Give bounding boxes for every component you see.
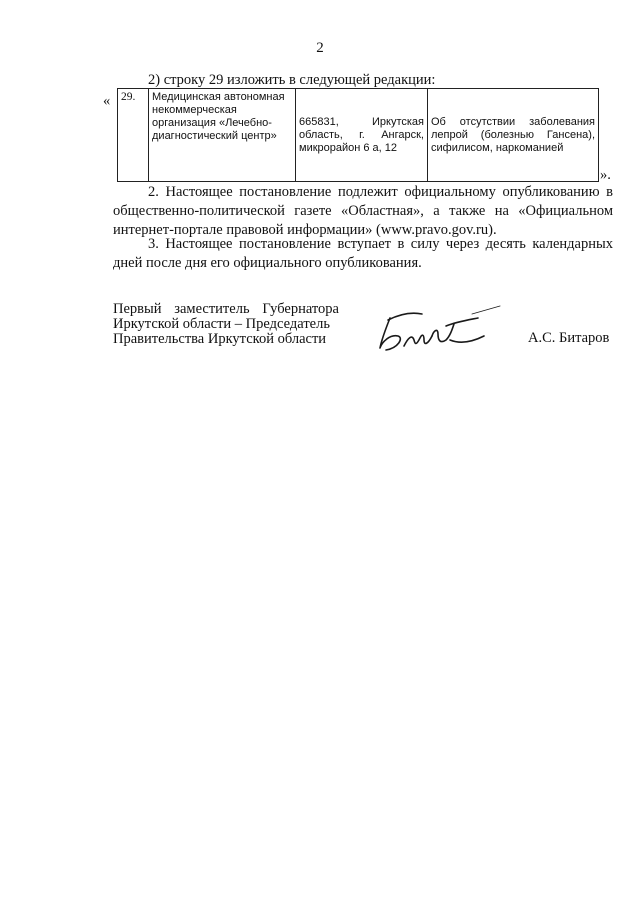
signatory-name: А.С. Битаров: [528, 330, 610, 346]
closing-quote: ».: [600, 167, 611, 183]
page-number: 2: [316, 40, 324, 56]
paragraph-publication: 2. Настоящее постановление подлежит официальному опубликованию в общественно-политической газете «Областная», а также на «Официальном интернет-портале правовой информации» (www.pravo.gov.ru).: [113, 184, 613, 238]
amendment-intro: 2) строку 29 изложить в следующей редакции:: [148, 72, 436, 88]
signatory-title-line-1: [113, 302, 339, 317]
signatory-title-line-2: Иркутской области – Председатель: [113, 316, 330, 332]
table-row: [118, 89, 599, 182]
amended-row-table: [117, 88, 599, 182]
row-number-cell: 29.: [118, 89, 149, 182]
address-cell: 665831, Иркутская область, г. Ангарск, микрорайон 6 а, 12: [296, 89, 428, 182]
opening-quote: «: [103, 93, 111, 109]
title-word-1: Первый: [113, 301, 162, 317]
handwritten-signature: [360, 300, 510, 360]
paragraph-entry-into-force: 3. Настоящее постановление вступает в силу через десять календарных дней после дня его официального опубликования.: [113, 236, 613, 271]
title-word-2: заместитель: [174, 301, 250, 317]
condition-cell: Об отсутствии заболевания лепрой (болезнью Гансена), сифилисом, наркоманией: [428, 89, 599, 182]
signatory-title-line-3: Правительства Иркутской области: [113, 331, 327, 347]
organization-cell: Медицинская автономная некоммерческая организация «Лечебно-диагностический центр»: [149, 89, 296, 182]
title-word-3: Губернатора: [262, 301, 339, 317]
signatory-title: [113, 302, 339, 347]
